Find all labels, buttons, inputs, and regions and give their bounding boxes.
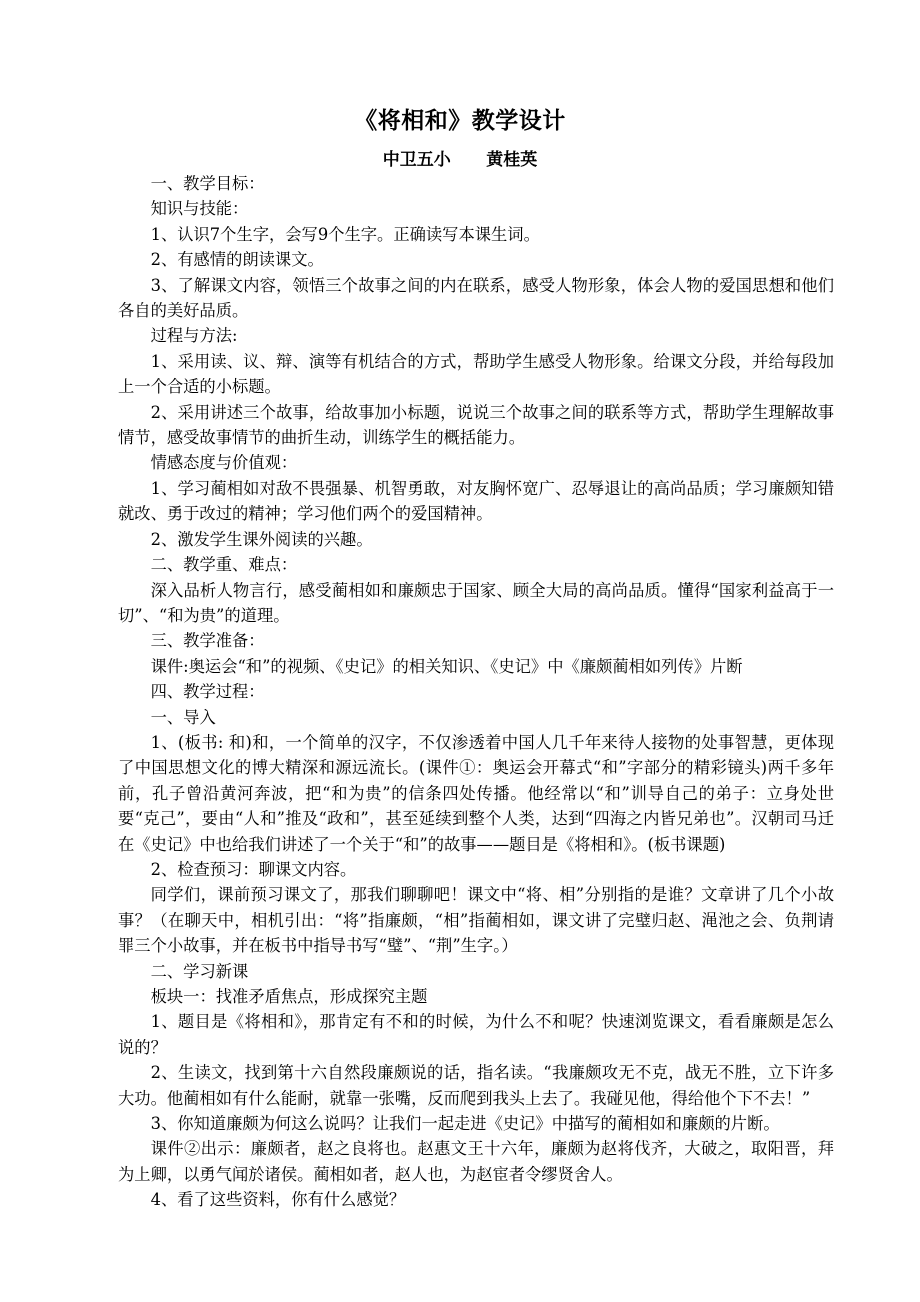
paragraph: 2、有感情的朗读课文。 — [150, 250, 324, 270]
paragraph: 过程与方法: — [150, 326, 238, 346]
paragraph: 情感态度与价值观： — [150, 453, 298, 473]
paragraph: 3、你知道廉颇为何这么说吗？让我们一起走进《史记》中描写的蔺相如和廉颇的片断。 — [150, 1114, 780, 1134]
paragraph: 2、激发学生课外阅读的兴趣。 — [150, 529, 373, 549]
paragraph: 1、学习蔺相如对敌不畏强暴、机智勇敢，对友胸怀宽广、忍辱退让的高尚品质；学习廉颇知错就改、勇于改过的精神；学习他们两个的爱国精神。 — [118, 478, 834, 524]
paragraph: 课件:奥运会“和”的视频、《史记》的相关知识、《史记》中《廉颇蔺相如列传》片断 — [150, 656, 743, 676]
paragraph: 深入品析人物言行，感受蔺相如和廉颇忠于国家、顾全大局的高尚品质。懂得“国家利益高于一切”、“和为贵”的道理。 — [118, 580, 834, 625]
paragraph: 2、生读文，找到第十六自然段廉颇说的话，指名读。“我廉颇攻无不克，战无不胜，立下许多大功。他蔺相如有什么能耐，就靠一张嘴，反而爬到我头上去了。我碰见他，得给他个下不去！” — [118, 1063, 834, 1108]
paragraph: 一、教学目标： — [150, 174, 265, 193]
paragraph: 1、采用读、议、辩、演等有机结合的方式，帮助学生感受人物形象。给课文分段，并给每段加上一个合适的小标题。 — [118, 351, 834, 397]
document-body — [118, 171, 834, 1213]
paragraph: 同学们，课前预习课文了，那我们聊聊吧！课文中“将、相”分别指的是谁？文章讲了几个小故事？（在聊天中，相机引出：“将”指廉颇，“相”指蔺相如，课文讲了完璧归赵、渑池之会、负荆请罪三个小故事，并在板书中指导书写“璧”、“荆”生字。） — [118, 885, 834, 956]
paragraph: 1、认识7个生字，会写9个生字。正确读写本课生词。 — [150, 224, 540, 244]
paragraph: 课件②出示：廉颇者，赵之良将也。赵惠文王十六年，廉颇为赵将伐齐，大破之，取阳晋，拜为上卿，以勇气闻於诸侯。蔺相如者，赵人也，为赵宦者令缪贤舍人。 — [118, 1139, 834, 1184]
paragraph: 一、导入 — [150, 707, 216, 727]
paragraph: 知识与技能： — [150, 199, 249, 219]
paragraph: 4、看了这些资料，你有什么感觉？ — [150, 1190, 406, 1210]
paragraph: 三、教学准备： — [150, 631, 265, 651]
paragraph: 板块一：找准矛盾焦点，形成探究主题 — [150, 987, 428, 1006]
paragraph: 3、了解课文内容，领悟三个故事之间的内在联系，感受人物形象，体会人物的爱国思想和他们各自的美好品质。 — [118, 275, 834, 321]
paragraph: 2、检查预习：聊课文内容。 — [150, 859, 357, 879]
paragraph: 1、题目是《将相和》，那肯定有不和的时候，为什么不和呢？快速浏览课文，看看廉颇是怎么说的？ — [118, 1012, 834, 1057]
paragraph: 二、学习新课 — [150, 961, 249, 981]
paragraph: 二、教学重、难点： — [150, 555, 298, 575]
paragraph: 2、采用讲述三个故事，给故事加小标题，说说三个故事之间的联系等方式，帮助学生理解故事情节，感受故事情节的曲折生动，训练学生的概括能力。 — [118, 402, 834, 448]
author-line: 中卫五小 黄桂英 — [382, 150, 538, 170]
paragraph: 四、教学过程： — [150, 682, 265, 702]
paragraph: 1、(板书: 和)和，一个简单的汉字，不仅渗透着中国人几千年来待人接物的处事智慧，更体现了中国思想文化的博大精深和源远流长。(课件①：奥运会开幕式“和”字部分的精彩镜头)两千多年前，孔子曾沿黄河奔波，把“和为贵”的信条四处传播。他经常以“和”训导自己的弟子：立身处世要“克己”，要由“人和”推及“政和”，甚至延续到整个人类，达到“四海之内皆兄弟也”。汉朝司马迁在《史记》中也给我们讲述了一个关于“和”的故事——题目是《将相和》。(板书课题) — [118, 732, 834, 854]
document-title: 《将相和》教学设计 — [354, 108, 566, 134]
